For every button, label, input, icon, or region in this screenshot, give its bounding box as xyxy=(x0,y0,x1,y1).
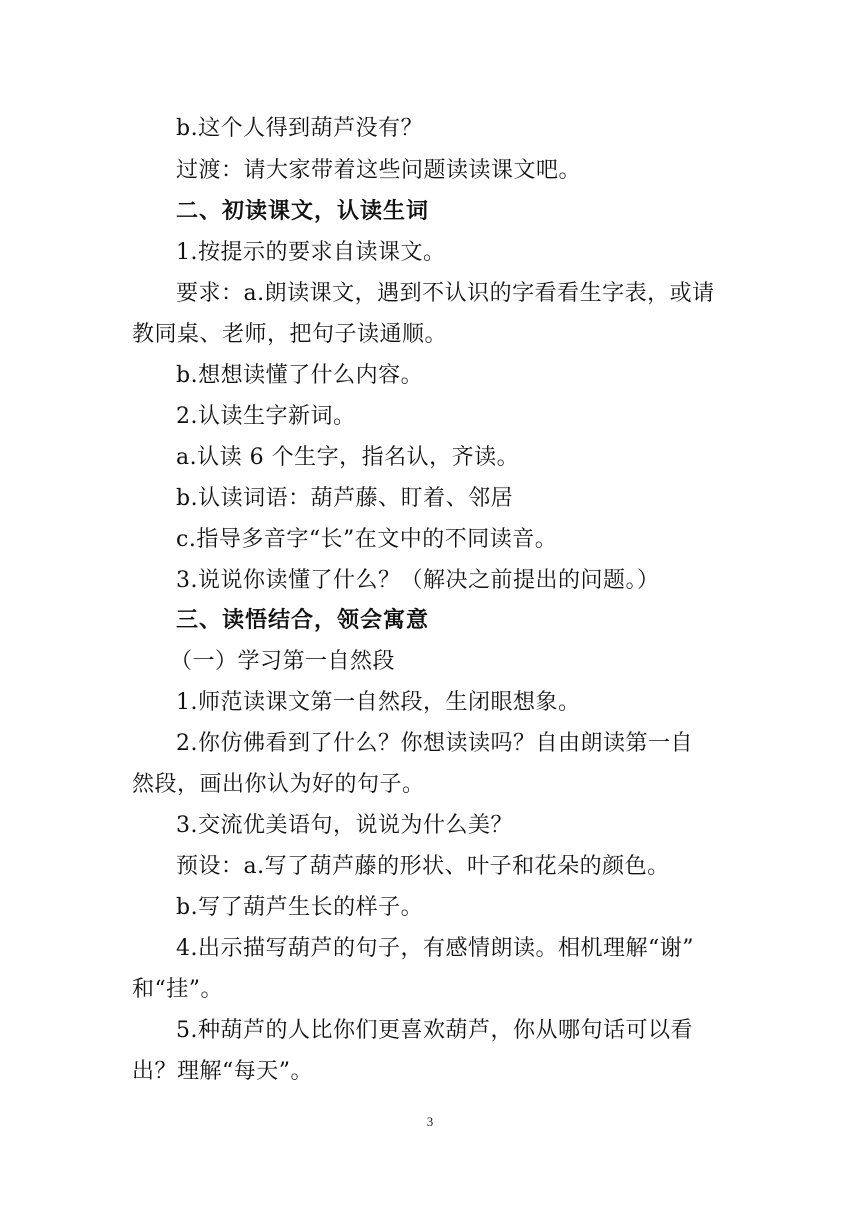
text-line: 3.说说你读懂了什么？（解决之前提出的问题。） xyxy=(176,568,660,593)
text-line: 1.按提示的要求自读课文。 xyxy=(176,240,446,265)
text-line: 和“挂”。 xyxy=(132,977,223,1002)
text-line: c.指导多音字“长”在文中的不同读音。 xyxy=(176,527,558,552)
text-line: 4.出示描写葫芦的句子，有感情朗读。相机理解“谢” xyxy=(176,936,694,961)
section-heading: 二、初读课文，认读生词 xyxy=(176,199,430,224)
section-heading: 三、读悟结合，领会寓意 xyxy=(176,608,430,633)
text-line: 要求：a.朗读课文，遇到不认识的字看看生字表，或请 xyxy=(176,281,715,306)
page-number: 3 xyxy=(426,1114,434,1129)
text-line: 然段，画出你认为好的句子。 xyxy=(132,772,425,797)
text-line: 5.种葫芦的人比你们更喜欢葫芦，你从哪句话可以看 xyxy=(176,1018,693,1043)
text-line: 过渡：请大家带着这些问题读读课文吧。 xyxy=(176,158,582,183)
text-line: 3.交流优美语句，说说为什么美？ xyxy=(176,813,513,838)
text-line: b.想想读懂了什么内容。 xyxy=(176,363,424,388)
text-line: a.认读 6 个生字，指名认，齐读。 xyxy=(176,445,520,470)
text-line: b.写了葫芦生长的样子。 xyxy=(176,895,424,920)
text-line: 教同桌、老师，把句子读通顺。 xyxy=(132,322,448,347)
text-line: 出？理解“每天”。 xyxy=(132,1059,313,1084)
text-line: b.这个人得到葫芦没有？ xyxy=(176,116,424,141)
text-line: 2.认读生字新词。 xyxy=(176,404,356,429)
text-line: 2.你仿佛看到了什么？你想读读吗？自由朗读第一自 xyxy=(176,731,693,756)
text-line: b.认读词语：葫芦藤、盯着、邻居 xyxy=(176,486,514,511)
text-line: 预设：a.写了葫芦藤的形状、叶子和花朵的颜色。 xyxy=(176,854,670,879)
subsection-heading: （一）学习第一自然段 xyxy=(170,649,396,674)
text-line: 1.师范读课文第一自然段，生闭眼想象。 xyxy=(176,690,581,715)
